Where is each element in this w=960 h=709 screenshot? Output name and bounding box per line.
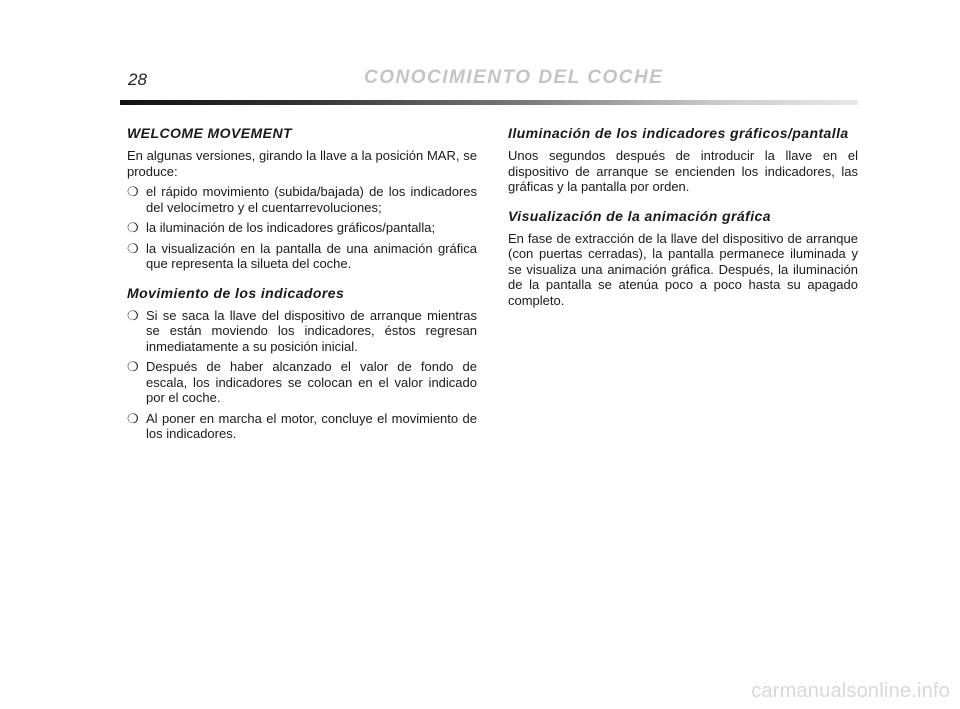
- welcome-movement-intro: En algunas versiones, girando la llave a la posición MAR, se produce:: [127, 148, 477, 179]
- welcome-movement-list: [127, 184, 477, 272]
- visualizacion-animacion-text: En fase de extracción de la llave del dispositivo de arranque (con puertas cerradas), la pantalla permanece iluminada y se visualiza una animación gráfica. Después, la iluminación de la pantalla se atenúa poco a poco hasta su apagado completo.: [508, 230, 858, 308]
- page-header-title: CONOCIMIENTO DEL COCHE: [364, 67, 664, 88]
- list-item: [127, 220, 477, 236]
- list-item: [127, 184, 477, 215]
- right-column: [508, 126, 858, 313]
- circle-bullet-icon: ❍: [127, 359, 139, 374]
- movimiento-indicadores-heading: Movimiento de los indicadores: [127, 285, 345, 301]
- circle-bullet-icon: ❍: [127, 220, 139, 235]
- list-item-text: el rápido movimiento (subida/bajada) de los indicadores del velocímetro y el cuentarrevoluciones;: [146, 184, 477, 215]
- circle-bullet-icon: ❍: [127, 410, 139, 426]
- list-item-text: Al poner en marcha el motor, concluye el movimiento de los indicadores.: [146, 410, 477, 441]
- list-item: [127, 241, 477, 272]
- list-item-text: la iluminación de los indicadores gráficos/pantalla;: [146, 220, 436, 235]
- list-item: [127, 308, 477, 355]
- visualizacion-animacion-heading: Visualización de la animación gráfica: [508, 208, 772, 224]
- circle-bullet-icon: ❍: [127, 307, 139, 323]
- watermark: carmanualsonline.info: [751, 680, 950, 702]
- circle-bullet-icon: ❍: [127, 240, 139, 256]
- circle-bullet-icon: ❍: [127, 184, 139, 199]
- iluminacion-indicadores-text: Unos segundos después de introducir la llave en el dispositivo de arranque se encienden los indicadores, las gráficas y la pantalla por orden.: [508, 148, 858, 194]
- list-item-text: Si se saca la llave del dispositivo de arranque mientras se están moviendo los indicadores, éstos regresan inmediatamente a su posición inicial.: [146, 307, 477, 354]
- movimiento-indicadores-list: [127, 308, 477, 442]
- list-item-text: la visualización en la pantalla de una animación gráfica que representa la silueta del coche.: [146, 240, 477, 271]
- list-item-text: Después de haber alcanzado el valor de fondo de escala, los indicadores se colocan en el valor indicado por el coche.: [146, 359, 477, 405]
- list-item: [127, 411, 477, 442]
- left-column: [127, 126, 477, 447]
- list-item: [127, 359, 477, 406]
- welcome-movement-heading: WELCOME MOVEMENT: [127, 126, 293, 141]
- page-number: 28: [128, 70, 147, 89]
- header-rule: [120, 100, 858, 105]
- iluminacion-indicadores-heading: Iluminación de los indicadores gráficos/pantalla: [508, 126, 849, 141]
